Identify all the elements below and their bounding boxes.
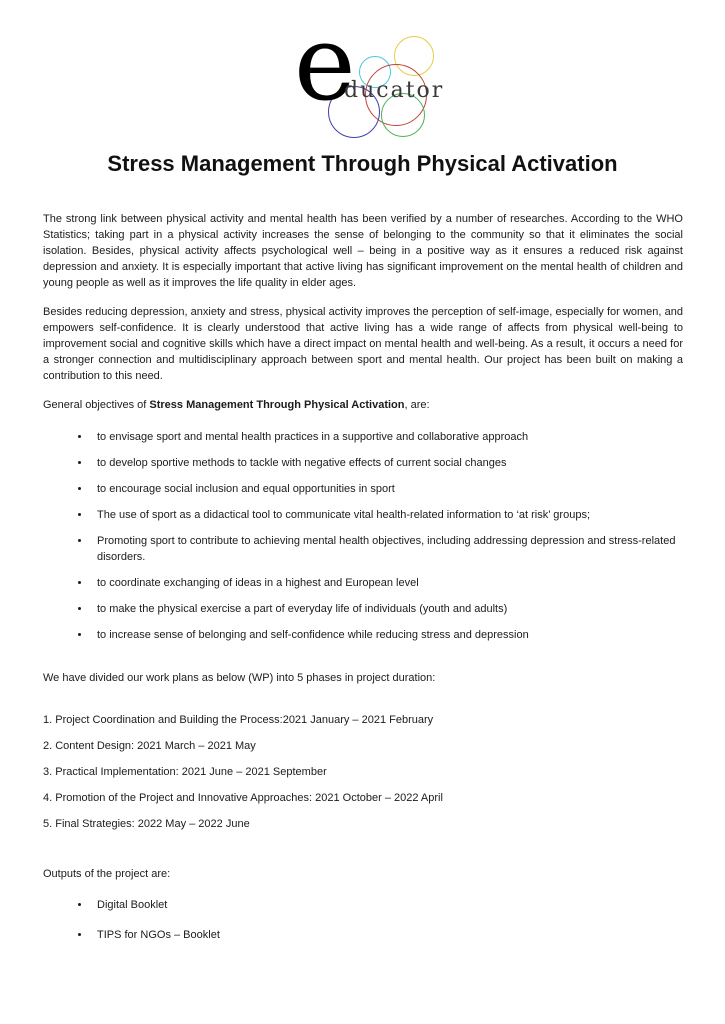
objectives-list <box>43 429 683 643</box>
objective-item: • to encourage social inclusion and equal opportunities in sport <box>91 481 683 497</box>
objectives-intro-prefix: General objectives of <box>43 399 150 411</box>
output-item: • Digital Booklet <box>91 897 683 913</box>
logo-wordmark: ducator <box>344 78 445 103</box>
intro-paragraph-1: The strong link between physical activity and mental health has been verified by a number of researches. According to the WHO Statistics; taking part in a physical activity increases the sense of belonging to the community so that it eliminates the social isolation. Besides, physical activity affects psychological well – being in a positive way as it ensures a reduced risk against depression and anxiety. It is especially important that active living has significant improvement on the mental health of children and young people as well as it improves the life quality in elder ages. <box>43 213 683 289</box>
phase-list <box>43 712 683 832</box>
phase-item: 5. Final Strategies: 2022 May – 2022 June <box>43 818 250 830</box>
phase-item: 1. Project Coordination and Building the Process:2021 January – 2021 February <box>43 714 434 726</box>
objectives-intro-project-name: Stress Management Through Physical Activation <box>149 399 405 411</box>
objective-item: • to develop sportive methods to tackle with negative effects of current social changes <box>91 455 683 471</box>
document-body <box>0 211 725 943</box>
logo-letter-e: e <box>294 2 356 124</box>
output-item: • TIPS for NGOs – Booklet <box>91 927 683 943</box>
page-title: Stress Management Through Physical Activation <box>107 151 618 176</box>
outputs-list <box>43 897 683 943</box>
phase-item: 3. Practical Implementation: 2021 June – 2021 September <box>43 766 327 778</box>
objective-item: • to increase sense of belonging and self-confidence while reducing stress and depression <box>91 627 683 643</box>
objective-item: • The use of sport as a didactical tool to communicate vital health-related information to ‘at risk’ groups; <box>91 507 683 523</box>
educator-logo <box>290 2 445 138</box>
objective-item: • to envisage sport and mental health practices in a supportive and collaborative approach <box>91 429 683 445</box>
phase-item: 2. Content Design: 2021 March – 2021 May <box>43 740 256 752</box>
work-plan-intro: We have divided our work plans as below (WP) into 5 phases in project duration: <box>43 672 436 684</box>
objective-item: • to make the physical exercise a part of everyday life of individuals (youth and adults) <box>91 601 683 617</box>
objective-item: • to coordinate exchanging of ideas in a highest and European level <box>91 575 683 591</box>
phase-item: 4. Promotion of the Project and Innovative Approaches: 2021 October – 2022 April <box>43 792 443 804</box>
outputs-intro: Outputs of the project are: <box>43 868 171 880</box>
objectives-intro <box>43 397 683 413</box>
objective-item: • Promoting sport to contribute to achieving mental health objectives, including addressing depression and stress-related disorders. <box>91 533 683 565</box>
intro-paragraph-2: Besides reducing depression, anxiety and stress, physical activity improves the perception of self-image, especially for women, and empowers self-confidence. It is clearly understood that active living has a wide range of affects from physical well-being to improvement social and cognitive skills which have a direct impact on mental health and well-being. As a result, it occurs a need for a stronger connection and multidisciplinary approach between sport and mental health. Our project has been built on making a contribution to this need. <box>43 306 683 382</box>
objectives-intro-suffix: , are: <box>404 399 430 411</box>
